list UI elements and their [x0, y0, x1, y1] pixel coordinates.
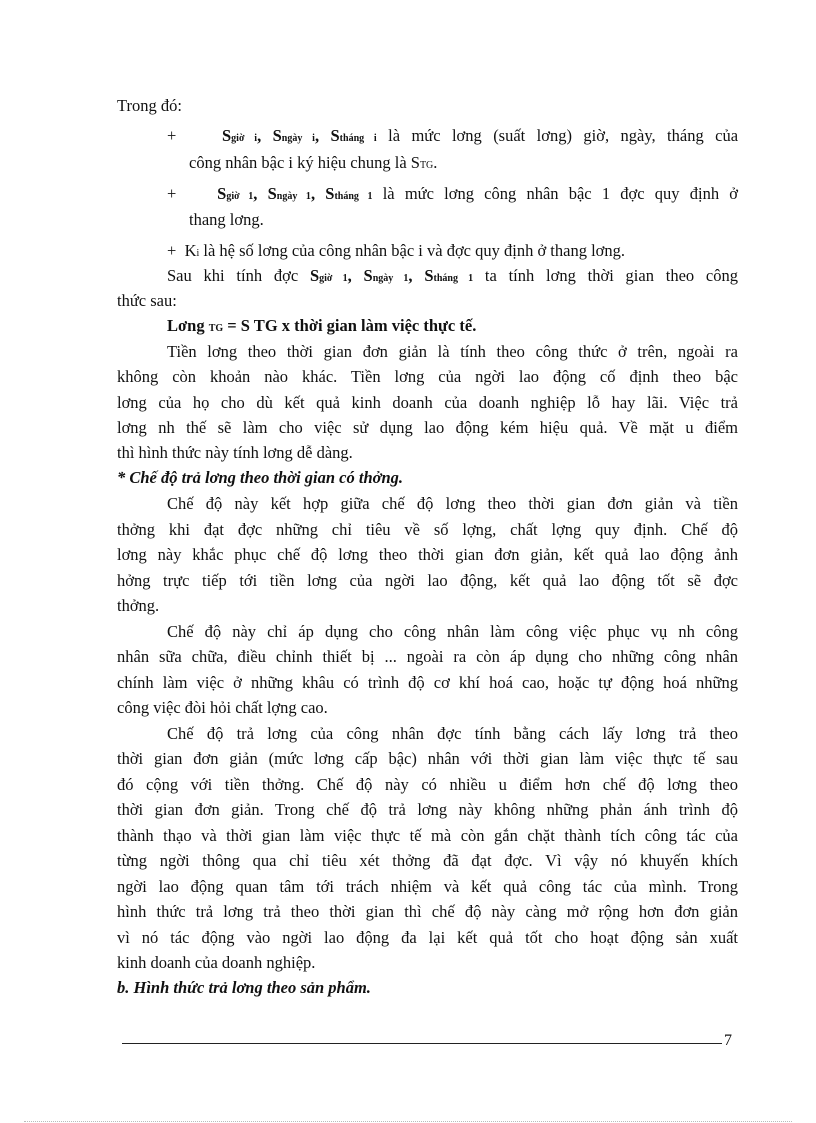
- text-line: hởng trực tiếp tới tiền lơng của ngời lao động, kết quả lao động tốt sẽ đợc: [117, 571, 738, 590]
- text-line: từng ngời thông qua chỉ tiêu xét thởng đã đạt đợc. Vì vậy nó khuyến khích: [117, 851, 738, 870]
- text-line: công nhân bậc i ký hiệu chung là STG.: [189, 153, 438, 172]
- bullet-line: + Ki là hệ số lơng của công nhân bậc i và đợc quy định ở thang lơng.: [167, 241, 626, 260]
- text-line: Chế độ này kết hợp giữa chế độ lơng theo thời gian đơn giản và tiền: [167, 494, 738, 513]
- bullet-symbol: +: [167, 241, 177, 260]
- text-line: công việc đòi hỏi chất lợng cao.: [117, 698, 328, 717]
- text-line: lơng nh thế sẽ làm cho việc sử dụng lao động kém hiệu quả. Về mặt u điểm: [117, 418, 738, 437]
- text-line: không còn khoản nào khác. Tiền lơng của ngời lao động cố định theo bậc: [117, 367, 738, 386]
- text-line: lơng này khắc phục chế độ lơng theo thời gian đơn giản, kết quả lao động ảnh: [117, 545, 738, 564]
- text-line: ngời lao động quan tâm tới trách nhiệm và kết quả công tác của mình. Trong: [117, 877, 738, 896]
- text-line: thời gian đơn giản (mức lơng cấp bậc) nhân với thời gian làm việc thực tế sau: [117, 749, 738, 768]
- page-number: 7: [724, 1032, 732, 1049]
- text-line: thang lơng.: [189, 210, 264, 229]
- bullet-symbol: +: [167, 184, 177, 203]
- section-heading: b. Hình thức trả lơng theo sản phẩm.: [117, 978, 371, 997]
- text-line: lơng của họ cho dù kết quả kinh doanh của doanh nghiệp lỗ hay lãi. Việc trả: [117, 393, 738, 412]
- bullet-symbol: +: [167, 126, 177, 145]
- text-line: vì nó tác động vào ngời lao động đa lại kết quả tốt cho hoạt động sản xuất: [117, 928, 738, 947]
- bullet-formula-line: + Sgiờ i, Sngày i, Stháng i là mức lơng (suất lơng) giờ, ngày, tháng của: [167, 126, 739, 145]
- text-line: nhân sữa chữa, điều chỉnh thiết bị ... ngoài ra còn áp dụng cho những công nhân: [117, 647, 738, 666]
- text-line: đó cộng với tiền thởng. Chế độ này có nhiều u điểm hơn chế độ lơng theo: [117, 775, 738, 794]
- text-line: thởng.: [117, 596, 160, 615]
- text-line: thức sau:: [117, 291, 177, 310]
- text-line: chính làm việc ở những khâu có trình độ cơ khí hoá cao, hoặc tự động hoá những: [117, 673, 738, 692]
- text-line: kinh doanh của doanh nghiệp.: [117, 953, 316, 972]
- salary-formula: Lơng TG = S TG x thời gian làm việc thực tế.: [167, 316, 477, 335]
- text-line: Chế độ này chỉ áp dụng cho công nhân làm công việc phục vụ nh công: [167, 622, 738, 641]
- page-bottom-edge: [24, 1121, 792, 1122]
- text-line: hình thức trả lơng trả theo thời gian thì chế độ này càng mở rộng hơn đơn giản: [117, 902, 738, 921]
- bullet-formula-line: + Sgiờ 1, Sngày 1, Stháng 1 là mức lơng công nhân bậc 1 đợc quy định ở: [167, 184, 739, 203]
- text-line: Sau khi tính đợc Sgiờ 1, Sngày 1, Stháng 1 ta tính lơng thời gian theo công: [167, 266, 739, 285]
- footer-divider: [122, 1043, 722, 1044]
- section-heading: * Chế độ trả lơng theo thời gian có thởng.: [117, 468, 404, 487]
- text-line: thì hình thức này tính lơng dễ dàng.: [117, 443, 353, 462]
- text-line: Tiền lơng theo thời gian đơn giản là tính theo công thức ở trên, ngoài ra: [167, 342, 738, 361]
- text-line: thành thạo và thời gian làm việc thực tế mà còn gắn chặt thành tích công tác của: [117, 826, 738, 845]
- text-line: Trong đó:: [117, 96, 182, 115]
- text-line: thởng khi đạt đợc những chỉ tiêu về số lợng, chất lợng quy định. Chế độ: [117, 520, 738, 539]
- text-line: Chế độ trả lơng của công nhân đợc tính bằng cách lấy lơng trả theo: [167, 724, 738, 743]
- text-line: thời gian đơn giản. Trong chế độ trả lơng này không những phản ánh trình độ: [117, 800, 738, 819]
